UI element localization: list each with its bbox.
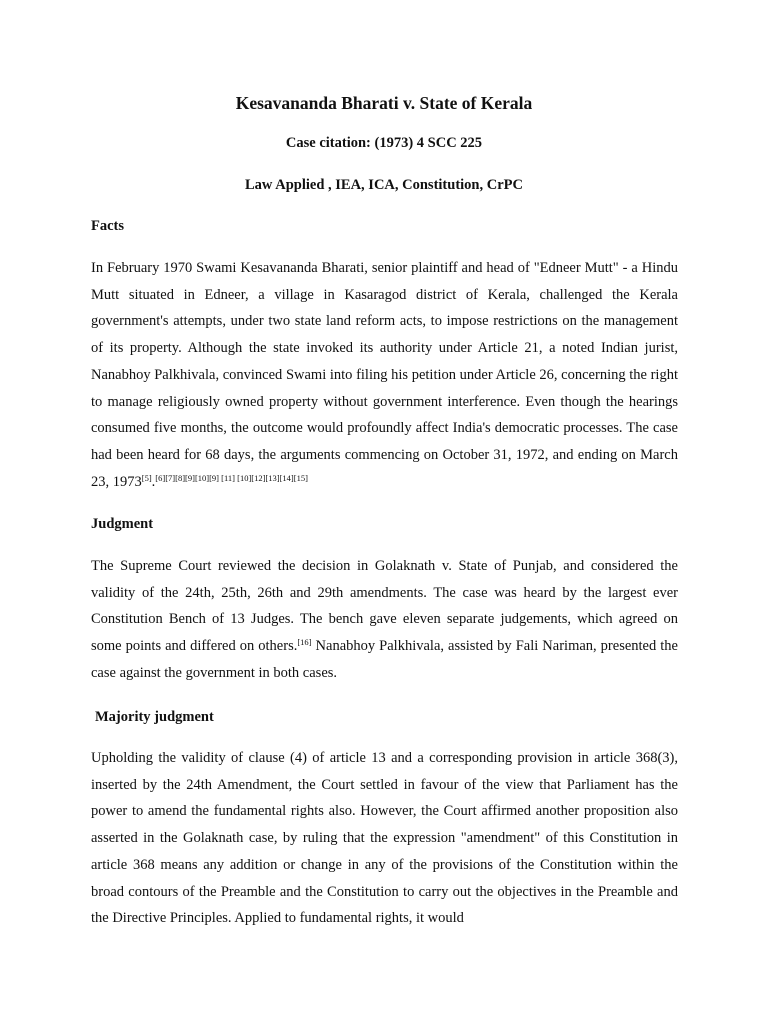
footnote-ref[interactable]: [5] [141, 472, 152, 483]
judgment-text-before: The Supreme Court reviewed the decision in Golaknath v. State of Punjab, and considered the validity of the 24th, 25th, 26th and 29th amendments. The case was heard by the largest ever Constitution Bench of 13 Judges. The bench gave eleven separate judgements, which agreed on some points and differed on others. [91, 558, 678, 655]
facts-text: In February 1970 Swami Kesavananda Bharati, senior plaintiff and head of "Edneer Mutt" - a Hindu Mutt situated in Edneer, a village in Kasaragod district of Kerala, challenged the Kerala government's attempts, under two state land reform acts, to impose restrictions on the management of its property. Although the state invoked its authority under Article 21, a noted Indian jurist, Nanabhoy Palkhivala, convinced Swami into filing his petition under Article 26, concerning the right to manage religiously owned property without government interference. Even though the hearings consumed five months, the outcome would profoundly affect India's democratic processes. The case had been heard for 68 days, the arguments commencing on October 31, 1972, and ending on March 23, 1973 [91, 260, 678, 490]
facts-separator: . [151, 473, 156, 490]
case-citation: Case citation: (1973) 4 SCC 225 [285, 135, 483, 151]
judgment-heading: Judgment [91, 516, 154, 532]
majority-heading: Majority judgment [95, 709, 214, 725]
footnote-ref-group[interactable]: [6][7][8][9][10][9] [11] [10][12][13][14][15] [155, 472, 308, 483]
judgment-text-after: Nanabhoy Palkhivala, assisted by Fali Nariman, presented the case against the government in both cases. [91, 638, 678, 681]
judgment-paragraph [91, 553, 678, 687]
law-applied: Law Applied , IEA, ICA, Constitution, CrPC [245, 177, 523, 193]
document-title: Kesavananda Bharati v. State of Kerala [235, 93, 533, 113]
facts-heading: Facts [91, 218, 125, 234]
footnote-ref[interactable]: [16] [297, 637, 312, 648]
majority-paragraph: Upholding the validity of clause (4) of article 13 and a corresponding provision in article 368(3), inserted by the 24th Amendment, the Court settled in favour of the view that Parliament has the power to amend the fundamental rights also. However, the Court affirmed another proposition also asserted in the Golaknath case, by ruling that the expression "amendment" of this Constitution in article 368 means any addition or change in any of the provisions of the Constitution within the broad contours of the Preamble and the Constitution to carry out the objectives in the Preamble and the Directive Principles. Applied to fundamental rights, it would [91, 750, 678, 927]
facts-paragraph [91, 255, 678, 495]
